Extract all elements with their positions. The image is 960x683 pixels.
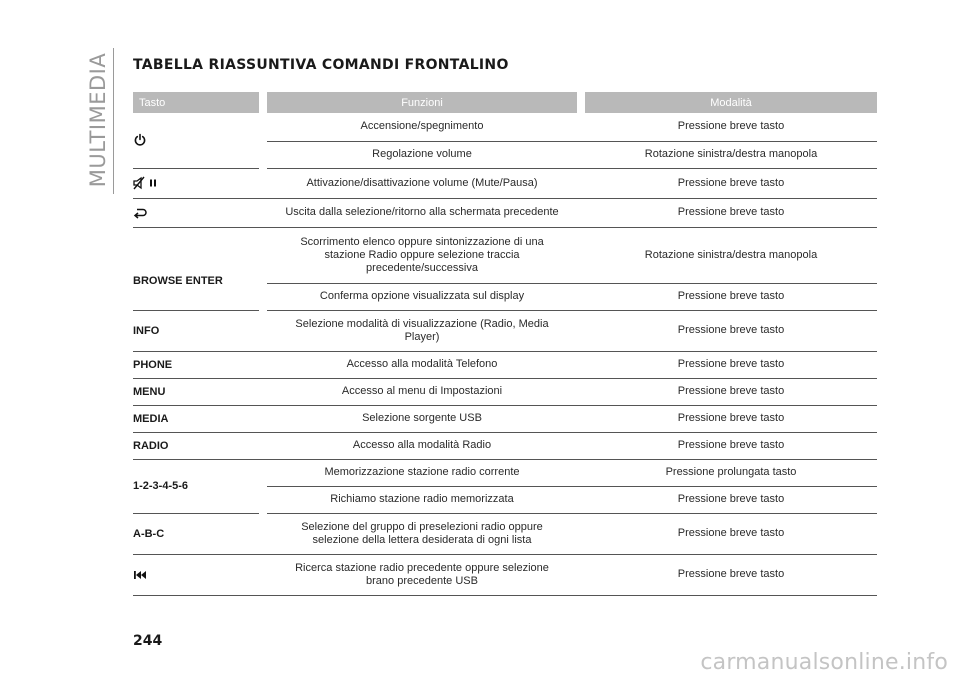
mode-cell: Pressione breve tasto — [585, 513, 877, 554]
function-cell: Conferma opzione visualizzata sul display — [267, 283, 577, 310]
mode-cell: Pressione breve tasto — [585, 554, 877, 595]
function-cell: Richiamo stazione radio memorizzata — [267, 486, 577, 513]
function-cell: Selezione del gruppo di preselezioni radio oppure selezione della lettera desiderata di ogni lista — [267, 513, 577, 554]
mode-cell: Rotazione sinistra/destra manopola — [585, 227, 877, 283]
page-title: TABELLA RIASSUNTIVA COMANDI FRONTALINO — [133, 57, 509, 73]
mode-cell: Pressione prolungata tasto — [585, 459, 877, 486]
watermark: carmanualsonline.info — [700, 650, 948, 675]
key-cell: PHONE — [133, 351, 259, 378]
mode-cell: Pressione breve tasto — [585, 405, 877, 432]
mode-cell: Pressione breve tasto — [585, 378, 877, 405]
table-row — [133, 168, 877, 198]
function-cell: Selezione sorgente USB — [267, 405, 577, 432]
mode-cell: Pressione breve tasto — [585, 283, 877, 310]
table-row — [133, 378, 877, 405]
mode-cell: Rotazione sinistra/destra manopola — [585, 141, 877, 168]
function-cell: Attivazione/disattivazione volume (Mute/Pausa) — [267, 168, 577, 198]
key-cell: RADIO — [133, 432, 259, 459]
mode-cell: Pressione breve tasto — [585, 351, 877, 378]
key-cell — [133, 554, 259, 595]
key-cell — [133, 168, 259, 198]
page-number: 244 — [133, 633, 163, 649]
key-cell: 1-2-3-4-5-6 — [133, 459, 259, 513]
header-mode: Modalità — [585, 92, 877, 113]
section-label: MULTIMEDIA — [86, 52, 110, 188]
seek-back-icon — [133, 568, 147, 582]
table-row — [133, 310, 877, 351]
key-cell — [133, 113, 259, 168]
back-icon — [133, 206, 147, 220]
key-cell — [133, 198, 259, 227]
header-functions: Funzioni — [267, 92, 577, 113]
function-cell: Accesso alla modalità Radio — [267, 432, 577, 459]
table-row — [133, 513, 877, 554]
key-cell: BROWSE ENTER — [133, 227, 259, 310]
mode-cell: Pressione breve tasto — [585, 310, 877, 351]
function-cell: Accesso alla modalità Telefono — [267, 351, 577, 378]
mute-pause-icon — [133, 176, 159, 190]
mode-cell: Pressione breve tasto — [585, 486, 877, 513]
commands-table — [133, 92, 877, 596]
function-cell: Memorizzazione stazione radio corrente — [267, 459, 577, 486]
function-cell: Selezione modalità di visualizzazione (Radio, Media Player) — [267, 310, 577, 351]
table-row — [133, 432, 877, 459]
function-cell: Ricerca stazione radio precedente oppure selezione brano precedente USB — [267, 554, 577, 595]
section-divider — [113, 48, 114, 194]
table-row — [133, 351, 877, 378]
function-cell: Uscita dalla selezione/ritorno alla schermata precedente — [267, 198, 577, 227]
key-cell: MEDIA — [133, 405, 259, 432]
section-tab — [83, 50, 113, 190]
function-cell: Regolazione volume — [267, 141, 577, 168]
table-row — [133, 554, 877, 595]
header-key: Tasto — [133, 92, 259, 113]
table-row — [133, 113, 877, 141]
key-cell: INFO — [133, 310, 259, 351]
key-cell: A-B-C — [133, 513, 259, 554]
power-icon — [133, 133, 147, 147]
table-row — [133, 198, 877, 227]
function-cell: Scorrimento elenco oppure sintonizzazione di una stazione Radio oppure selezione traccia precedente/successiva — [267, 227, 577, 283]
table-row — [133, 227, 877, 283]
table-row — [133, 405, 877, 432]
table-row — [133, 459, 877, 486]
table-header — [133, 92, 877, 113]
mode-cell: Pressione breve tasto — [585, 113, 877, 141]
function-cell: Accensione/spegnimento — [267, 113, 577, 141]
mode-cell: Pressione breve tasto — [585, 432, 877, 459]
mode-cell: Pressione breve tasto — [585, 168, 877, 198]
function-cell: Accesso al menu di Impostazioni — [267, 378, 577, 405]
mode-cell: Pressione breve tasto — [585, 198, 877, 227]
key-cell: MENU — [133, 378, 259, 405]
